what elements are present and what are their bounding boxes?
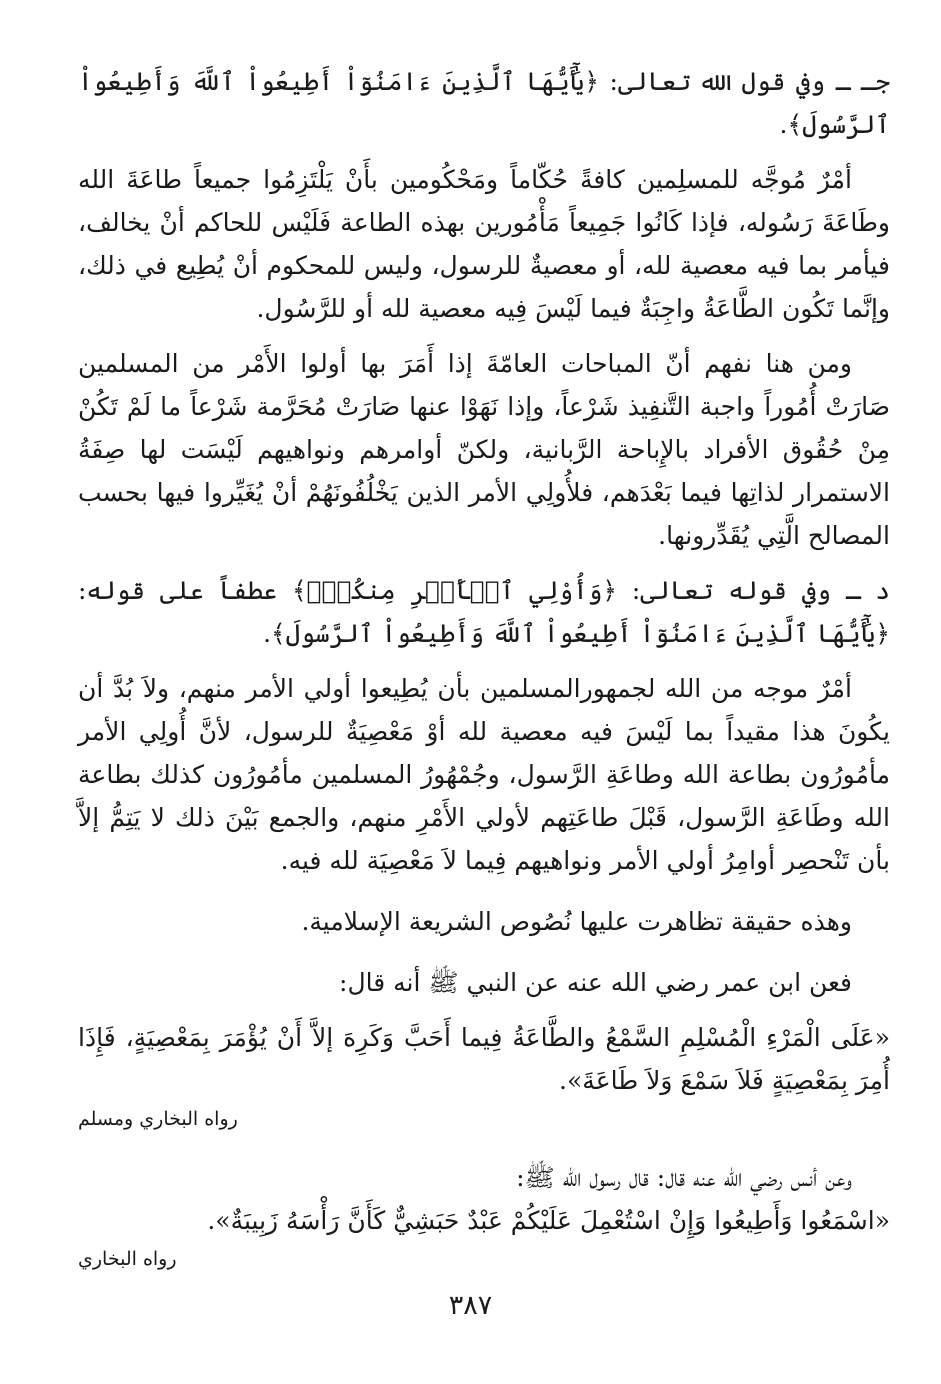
page-number: ٣٨٧ bbox=[448, 1290, 493, 1321]
hadith-intro: وعن أنس رضي الله عنه قال: قال رسول الله ﷺ: bbox=[516, 1163, 852, 1192]
hadith-source: رواه البخاري ومسلم bbox=[78, 1108, 238, 1130]
body-paragraph: وهذه حقيقة تظاهرت عليها نُصُوص الشريعة الإسلامية. bbox=[301, 907, 852, 936]
verse-paragraph-c: جـ ـ وفي قول الله تعالى: ﴿يَٰٓأَيُّهَا ٱلَّذِينَ ءَامَنُوٓاْ أَطِيعُواْ ٱللَّهَ وَأَطِيعُواْ ٱلرَّسُولَ﴾. bbox=[78, 67, 890, 139]
hadith-text: «اسْمَعُوا وَأَطِيعُوا وَإِنْ اسْتُعْمِلَ عَلَيْكُمْ عَبْدٌ حَبَشِيٌّ كَأَنَّ رَأْسَهُ زَبِيبَةٌ». bbox=[207, 1206, 890, 1235]
body-paragraph: أمْرٌ مُوجَّه للمسلِمين كافةً حُكّاماً ومَحْكُومين بأَنْ يَلْتَزِمُوا جميعاً طاعَةَ الله وطَاعَةَ رَسُوله، فإذا كَانُوا جَمِيعاً مَأْمُورين بهذه الطاعة فَلَيْس للحاكم أنْ يخالف، فيأمر بما فيه معصية لله، أو معصيةٌ للرسول، وليس للمحكوم أنْ يُطِيع في ذلك، وإنَّما تَكُون الطَّاعَةُ واجِبَةٌ فيما لَيْسَ فِيه معصية لله أو للرَّسُول. bbox=[78, 165, 890, 323]
hadith-source: رواه البخاري bbox=[78, 1248, 177, 1270]
hadith-intro: فعن ابن عمر رضي الله عنه عن النبي ﷺ أنه قال: bbox=[339, 968, 852, 997]
body-paragraph: ومن هنا نفهم أنّ المباحات العامّةَ إذا أَمَرَ بها أولوا الأَمْر من المسلمين صَارَتْ أُمُوراً واجبة التَّنفِيذ شَرْعاً، وإذا نَهَوْا عنها صَارَتْ مُحَرَّمة شَرْعاً ما لَمْ تَكُنْ مِنْ حُقُوق الأفراد بالإِباحة الرَّبانية، ولكنّ أوامرهم ونواهيهم لَيْسَت لها صِفَةُ الاستمرار لذاتِها فيما بَعْدَهم، فلأُولِي الأمر الذين يَخْلُفُونَهُمْ أنْ يُغَيِّروا فيها بحسب المصالح الَّتِي يُقَدِّرونها. bbox=[78, 349, 890, 550]
book-page bbox=[78, 60, 890, 1274]
hadith-text: «عَلَى الْمَرْءِ الْمُسْلِمِ السَّمْعُ والطَّاعَةُ فِيما أَحَبَّ وَكَرِهَ إلاَّ أَنْ يُؤْمَرَ بِمَعْصِيَةٍ، فَإِذَا أُمِرَ بِمَعْصِيَةٍ فَلاَ سَمْعَ وَلاَ طَاعَةَ». bbox=[78, 1023, 890, 1095]
body-paragraph: أمْرٌ موجه من الله لجمهورالمسلمين بأن يُطِيعوا أولي الأمر منهم، ولاَ بُدَّ أن يكُونَ هذا مقيداً بما لَيْسَ فيه معصية لله أوْ مَعْصِيَةٌ للرسول، لأنَّ أُولِي الأمر مأمُورُون بطاعة الله وطاعَةِ الرَّسول، وجُمْهُورُ المسلمين مأمُورُون كذلك بطاعة الله وطَاعَةِ الرَّسول، قَبْلَ طاعَتِهم لأولي الأَمْرِ منهم، والجمع بَيْنَ ذلك لا يَتِمُّ إلاَّ بأن تَنْحصِر أوامِرُ أولي الأمر ونواهيهم فِيما لاَ مَعْصِيَة لله فيه. bbox=[78, 674, 890, 875]
verse-paragraph-d: د ـ وفي قوله تعالى: ﴿وَأُوْلِي ٱلۡأَمۡرِ مِنكُمۡۖ﴾ عطفاً على قوله: ﴿يَٰٓأَيُّهَا ٱلَّذِينَ ءَامَنُوٓاْ أَطِيعُواْ ٱللَّهَ وَأَطِيعُواْ ٱلرَّسُولَ﴾. bbox=[78, 576, 890, 648]
